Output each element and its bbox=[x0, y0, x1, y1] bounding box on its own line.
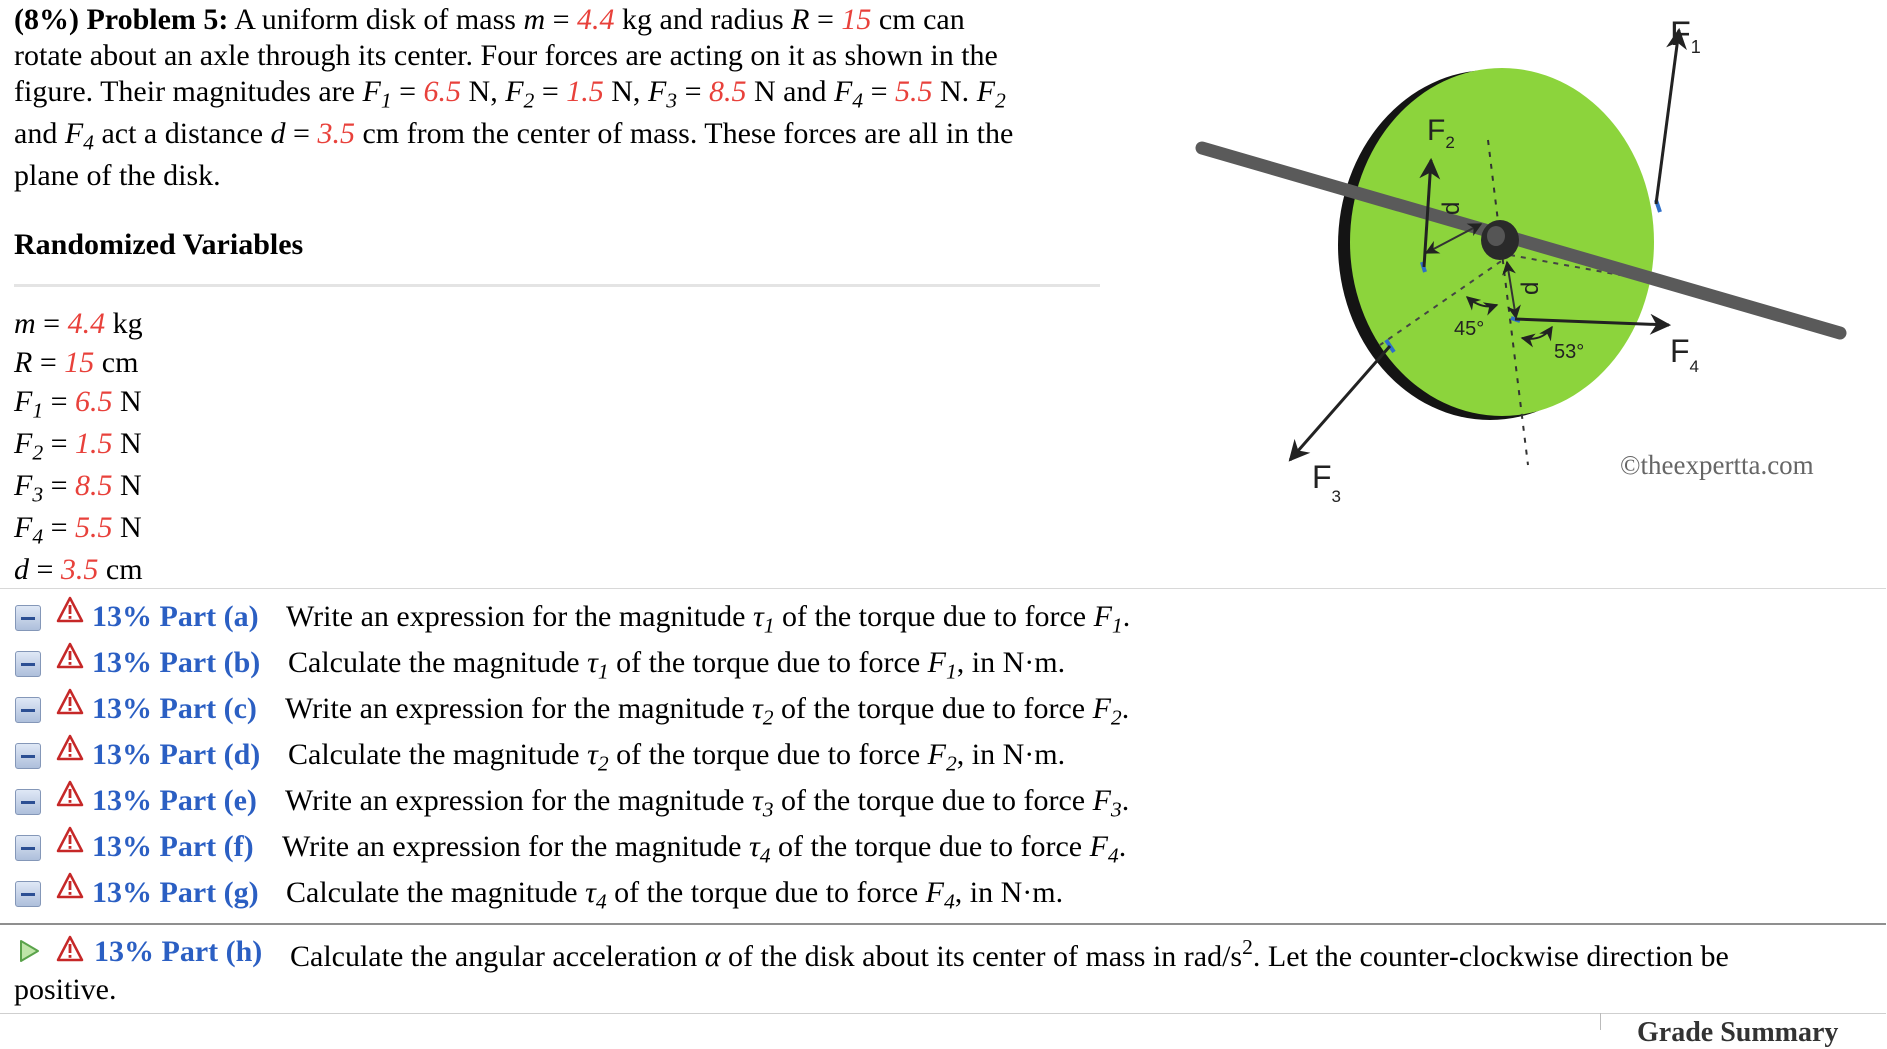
hub-highlight bbox=[1487, 226, 1505, 246]
unit: N, bbox=[468, 75, 498, 108]
part-g-label[interactable] bbox=[92, 876, 259, 910]
label-f2: $F_2$ bbox=[1427, 114, 1455, 152]
equals: = bbox=[870, 75, 888, 108]
part-b-label[interactable] bbox=[92, 646, 260, 680]
var-F3 bbox=[14, 465, 143, 507]
collapse-icon[interactable] bbox=[15, 743, 41, 769]
collapse-icon[interactable] bbox=[15, 881, 41, 907]
var-F2 bbox=[14, 423, 143, 465]
part-name: Part (a) bbox=[159, 600, 259, 633]
equals: = bbox=[817, 3, 834, 36]
warning-icon bbox=[56, 826, 84, 854]
part-c-text: Write an expression for the magnitude $\tau_2$ of the torque due to force $F_2$. bbox=[285, 692, 1130, 730]
label-d-upper: d bbox=[1438, 201, 1465, 215]
weight: 13% bbox=[92, 784, 152, 817]
var-m bbox=[14, 303, 143, 345]
disk-force-figure bbox=[1190, 0, 1886, 512]
part-name: Part (b) bbox=[159, 646, 261, 679]
value: 8.5 bbox=[75, 469, 113, 502]
equals: = bbox=[684, 75, 702, 108]
grade-summary-panel bbox=[1600, 1013, 1887, 1048]
warning-icon bbox=[56, 688, 84, 716]
part-h-text-continued: positive. bbox=[14, 973, 117, 1006]
subscript: 2 bbox=[523, 88, 535, 113]
text: and bbox=[14, 117, 58, 150]
var-R bbox=[14, 345, 143, 381]
unit: kg bbox=[112, 307, 143, 340]
play-icon[interactable] bbox=[18, 939, 40, 963]
value-F1: 6.5 bbox=[423, 75, 462, 108]
subscript: 3 bbox=[666, 88, 678, 113]
symbol-F: F bbox=[833, 75, 853, 108]
label-f3: $F_3$ bbox=[1312, 459, 1342, 506]
label-f1: $F_1$ bbox=[1670, 15, 1701, 57]
weight: 13% bbox=[92, 738, 152, 771]
equals: = bbox=[50, 427, 68, 460]
randomized-variables-heading: Randomized Variables bbox=[14, 228, 304, 261]
equals: = bbox=[50, 511, 68, 544]
part-e-text: Write an expression for the magnitude $\tau_3$ of the torque due to force $F_3$. bbox=[285, 784, 1130, 822]
part-c-row[interactable] bbox=[0, 688, 1886, 734]
value-d: 3.5 bbox=[317, 117, 355, 150]
label-angle-45: 45° bbox=[1454, 318, 1485, 340]
symbol-F: F bbox=[362, 75, 381, 108]
value: 4.4 bbox=[67, 307, 106, 340]
subscript: 4 bbox=[852, 88, 864, 113]
symbol-F: F bbox=[647, 75, 667, 108]
problem-line-5: plane of the disk. bbox=[14, 159, 221, 192]
unit: N bbox=[120, 511, 142, 544]
warning-icon bbox=[56, 596, 84, 624]
part-e-label[interactable] bbox=[92, 784, 257, 818]
weight: 13% bbox=[92, 830, 152, 863]
unit: N bbox=[120, 427, 142, 460]
unit: N. bbox=[940, 75, 970, 108]
warning-icon bbox=[56, 780, 84, 808]
unit: N bbox=[120, 469, 142, 502]
warning-icon bbox=[56, 642, 84, 670]
part-c-label[interactable] bbox=[92, 692, 257, 726]
part-a-label[interactable] bbox=[92, 600, 259, 634]
collapse-icon[interactable] bbox=[15, 605, 41, 631]
symbol-m: m bbox=[523, 3, 546, 36]
weight: 13% bbox=[92, 692, 152, 725]
part-b-row[interactable] bbox=[0, 642, 1886, 688]
label-f4: $F_4$ bbox=[1670, 333, 1700, 376]
label-angle-53: 53° bbox=[1554, 341, 1585, 363]
part-e-row[interactable] bbox=[0, 780, 1886, 826]
text: figure. Their magnitudes are bbox=[14, 75, 355, 108]
part-h-text: Calculate the angular acceleration α of the disk about its center of mass in rad/$s^2$. Let the counter-clockwise direction be bbox=[290, 935, 1729, 973]
equals: = bbox=[399, 75, 417, 108]
collapse-icon[interactable] bbox=[15, 651, 41, 677]
value-F4: 5.5 bbox=[895, 75, 933, 108]
equals: = bbox=[50, 469, 68, 502]
subscript: 1 bbox=[32, 398, 44, 423]
unit: N, bbox=[611, 75, 641, 108]
equals: = bbox=[541, 75, 559, 108]
unit: kg bbox=[622, 3, 653, 36]
var-F1 bbox=[14, 381, 143, 423]
problem-line-1 bbox=[14, 2, 1104, 38]
equals: = bbox=[293, 117, 310, 150]
unit: N bbox=[120, 385, 142, 418]
force-f3-arrow bbox=[1290, 346, 1390, 460]
symbol-F: F bbox=[976, 75, 996, 108]
weight: 13% bbox=[92, 646, 152, 679]
symbol: F bbox=[14, 385, 33, 418]
problem-weight: (8%) bbox=[14, 3, 79, 36]
value-R: 15 bbox=[841, 3, 872, 36]
part-b-text: Calculate the magnitude $\tau_1$ of the torque due to force $F_1$, in N·m. bbox=[288, 646, 1066, 684]
symbol: d bbox=[14, 553, 29, 586]
force-f1-arrow bbox=[1656, 30, 1679, 204]
equals: = bbox=[36, 553, 54, 586]
collapse-icon[interactable] bbox=[15, 697, 41, 723]
unit: N and bbox=[753, 75, 827, 108]
equals: = bbox=[552, 3, 570, 36]
grade-summary-title: Grade Summary bbox=[1637, 1017, 1839, 1048]
parts-list bbox=[0, 596, 1886, 918]
subscript: 2 bbox=[32, 440, 44, 465]
text: A uniform disk of mass bbox=[234, 3, 516, 36]
symbol: F bbox=[14, 511, 33, 544]
problem-line-2: rotate about an axle through its center. Four forces are acting on it as shown in the bbox=[14, 39, 998, 72]
symbol-R: R bbox=[791, 3, 810, 36]
part-name: Part (c) bbox=[159, 692, 257, 725]
unit: cm bbox=[105, 553, 143, 586]
warning-icon bbox=[56, 872, 84, 900]
subscript: 2 bbox=[995, 88, 1006, 113]
watermark: ©theexpertta.com bbox=[1620, 450, 1814, 480]
part-f-label[interactable] bbox=[92, 830, 254, 864]
weight: 13% bbox=[92, 876, 152, 909]
part-name: Part (d) bbox=[159, 738, 261, 771]
problem-line-4 bbox=[14, 116, 1104, 155]
divider bbox=[14, 284, 1100, 287]
equals: = bbox=[39, 346, 57, 379]
value: 3.5 bbox=[60, 553, 99, 586]
part-g-row[interactable] bbox=[0, 872, 1886, 918]
part-name: Part (f) bbox=[159, 830, 254, 863]
unit: cm bbox=[101, 346, 139, 379]
problem-title: Problem 5: bbox=[86, 3, 229, 36]
symbol: m bbox=[14, 307, 36, 340]
value: 1.5 bbox=[75, 427, 113, 460]
part-d-row[interactable] bbox=[0, 734, 1886, 780]
var-d bbox=[14, 549, 143, 591]
weight: 13% bbox=[92, 600, 152, 633]
equals: = bbox=[43, 307, 61, 340]
subscript: 3 bbox=[32, 482, 44, 507]
var-F4 bbox=[14, 507, 143, 549]
symbol-F: F bbox=[64, 117, 84, 150]
symbol-F: F bbox=[505, 75, 524, 108]
part-d-text: Calculate the magnitude $\tau_2$ of the torque due to force $F_2$, in N·m. bbox=[288, 738, 1066, 776]
value: 5.5 bbox=[75, 511, 113, 544]
label-d-lower: d bbox=[1517, 281, 1544, 295]
value-F2: 1.5 bbox=[566, 75, 604, 108]
symbol: F bbox=[14, 427, 33, 460]
part-f-row[interactable] bbox=[0, 826, 1886, 872]
problem-line-3 bbox=[14, 74, 1104, 113]
warning-icon bbox=[56, 734, 84, 762]
subscript: 1 bbox=[380, 88, 392, 113]
equals: = bbox=[50, 385, 68, 418]
symbol: F bbox=[14, 469, 33, 502]
part-g-text: Calculate the magnitude $\tau_4$ of the torque due to force $F_4$, in N·m. bbox=[286, 876, 1064, 914]
subscript: 4 bbox=[83, 130, 94, 155]
part-name: Part (g) bbox=[159, 876, 259, 909]
divider bbox=[0, 923, 1886, 925]
text: cm from the center of mass. These forces are all in the bbox=[362, 117, 1014, 150]
symbol: R bbox=[14, 346, 33, 379]
text: cm can bbox=[878, 3, 965, 36]
divider bbox=[0, 588, 1886, 589]
part-h-label[interactable]: 13% Part (h) bbox=[94, 935, 263, 968]
problem-statement bbox=[14, 2, 1104, 194]
collapse-icon[interactable] bbox=[15, 835, 41, 861]
part-a-row[interactable] bbox=[0, 596, 1886, 642]
text: and radius bbox=[659, 3, 784, 36]
symbol-d: d bbox=[270, 117, 286, 150]
part-d-label[interactable] bbox=[92, 738, 260, 772]
value-F3: 8.5 bbox=[708, 75, 747, 108]
value: 6.5 bbox=[75, 385, 113, 418]
value: 15 bbox=[64, 346, 95, 379]
part-f-text: Write an expression for the magnitude $\tau_4$ of the torque due to force $F_4$. bbox=[282, 830, 1127, 868]
value-m: 4.4 bbox=[577, 3, 615, 36]
randomized-variables-list bbox=[14, 303, 143, 591]
warning-icon bbox=[56, 935, 84, 963]
part-name: Part (e) bbox=[159, 784, 257, 817]
collapse-icon[interactable] bbox=[15, 789, 41, 815]
part-a-text: Write an expression for the magnitude $\tau_1$ of the torque due to force $F_1$. bbox=[286, 600, 1131, 638]
subscript: 4 bbox=[32, 524, 44, 549]
text: act a distance bbox=[101, 117, 264, 150]
